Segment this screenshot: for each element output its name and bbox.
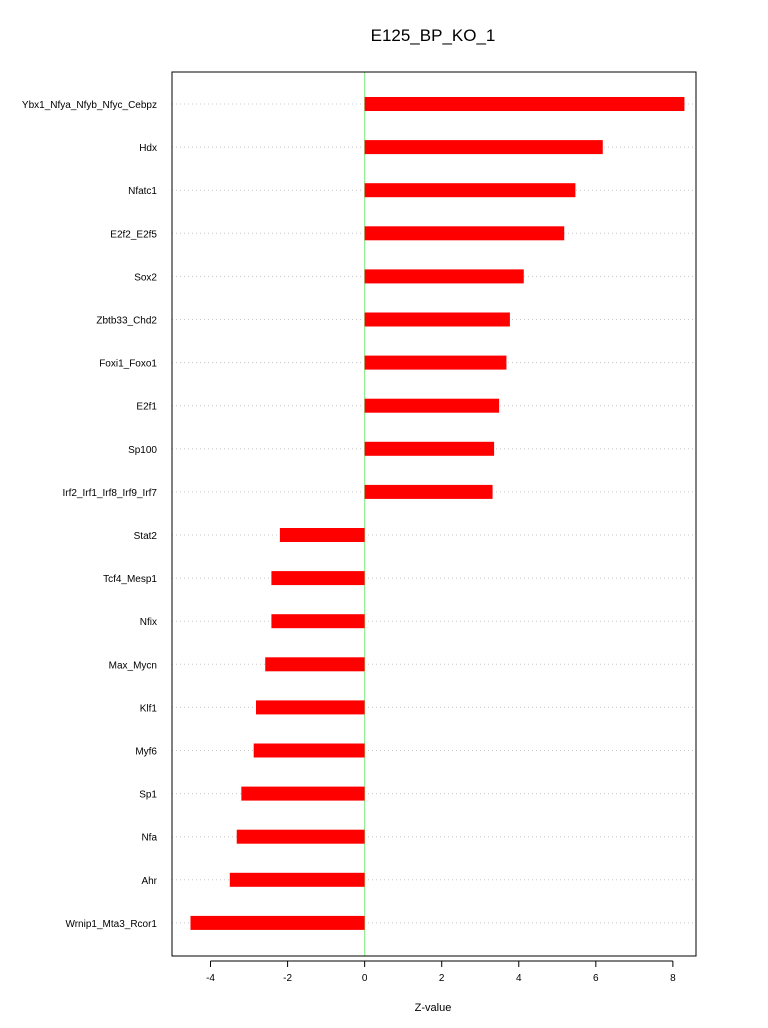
- category-label: Nfatc1: [128, 186, 157, 198]
- category-label: Foxi1_Foxo1: [99, 358, 157, 370]
- category-label: Hdx: [139, 143, 157, 155]
- x-axis-label: Z-value: [414, 1002, 452, 1014]
- bar: [365, 356, 507, 370]
- bar: [190, 916, 364, 930]
- category-label: Irf2_Irf1_Irf8_Irf9_Irf7: [62, 487, 157, 499]
- category-label-layer: [22, 100, 158, 930]
- category-label: Myf6: [135, 746, 157, 758]
- x-tick-label: -4: [206, 973, 215, 984]
- category-label: Nfa: [141, 832, 157, 844]
- category-label: Sp100: [128, 444, 157, 456]
- category-label: E2f2_E2f5: [110, 229, 157, 241]
- category-label: Klf1: [139, 703, 157, 715]
- x-tick-label: 8: [670, 973, 676, 984]
- bar-layer: [190, 97, 684, 930]
- category-label: Ybx1_Nfya_Nfyb_Nfyc_Cebpz: [21, 100, 157, 111]
- x-tick-label: -2: [283, 973, 293, 984]
- category-label: Ahr: [141, 875, 157, 887]
- chart-title: E125_BP_KO_1: [370, 26, 496, 45]
- category-label: Sox2: [134, 272, 157, 284]
- bar: [365, 442, 494, 456]
- bar: [365, 183, 576, 197]
- x-tick-label: 0: [361, 973, 368, 984]
- bar: [237, 830, 365, 844]
- x-tick-label: 6: [593, 973, 599, 984]
- bar: [365, 269, 524, 283]
- category-label: Wrnip1_Mta3_Rcor1: [65, 918, 157, 930]
- category-label: Tcf4_Mesp1: [103, 574, 157, 586]
- category-label: Max_Mycn: [108, 660, 157, 672]
- category-label: Zbtb33_Chd2: [96, 315, 157, 327]
- x-axis: [206, 961, 676, 984]
- x-tick-label: 2: [438, 973, 445, 984]
- bar: [256, 700, 365, 714]
- bar: [241, 787, 364, 801]
- bar: [254, 744, 365, 758]
- bar: [365, 399, 499, 413]
- bar: [365, 140, 603, 154]
- category-label: Stat2: [133, 531, 157, 542]
- category-label: Sp1: [139, 789, 157, 801]
- bar: [365, 313, 510, 327]
- bar: [271, 571, 364, 585]
- category-label: E2f1: [136, 401, 157, 413]
- bar: [265, 657, 364, 671]
- category-label: Nfix: [139, 617, 157, 629]
- bar: [230, 873, 365, 887]
- bar: [271, 614, 364, 628]
- bar: [365, 226, 565, 240]
- x-tick-label: 4: [515, 973, 522, 984]
- bar: [365, 97, 685, 111]
- bar: [365, 485, 493, 499]
- plot-frame: [172, 72, 696, 956]
- bar: [280, 528, 365, 542]
